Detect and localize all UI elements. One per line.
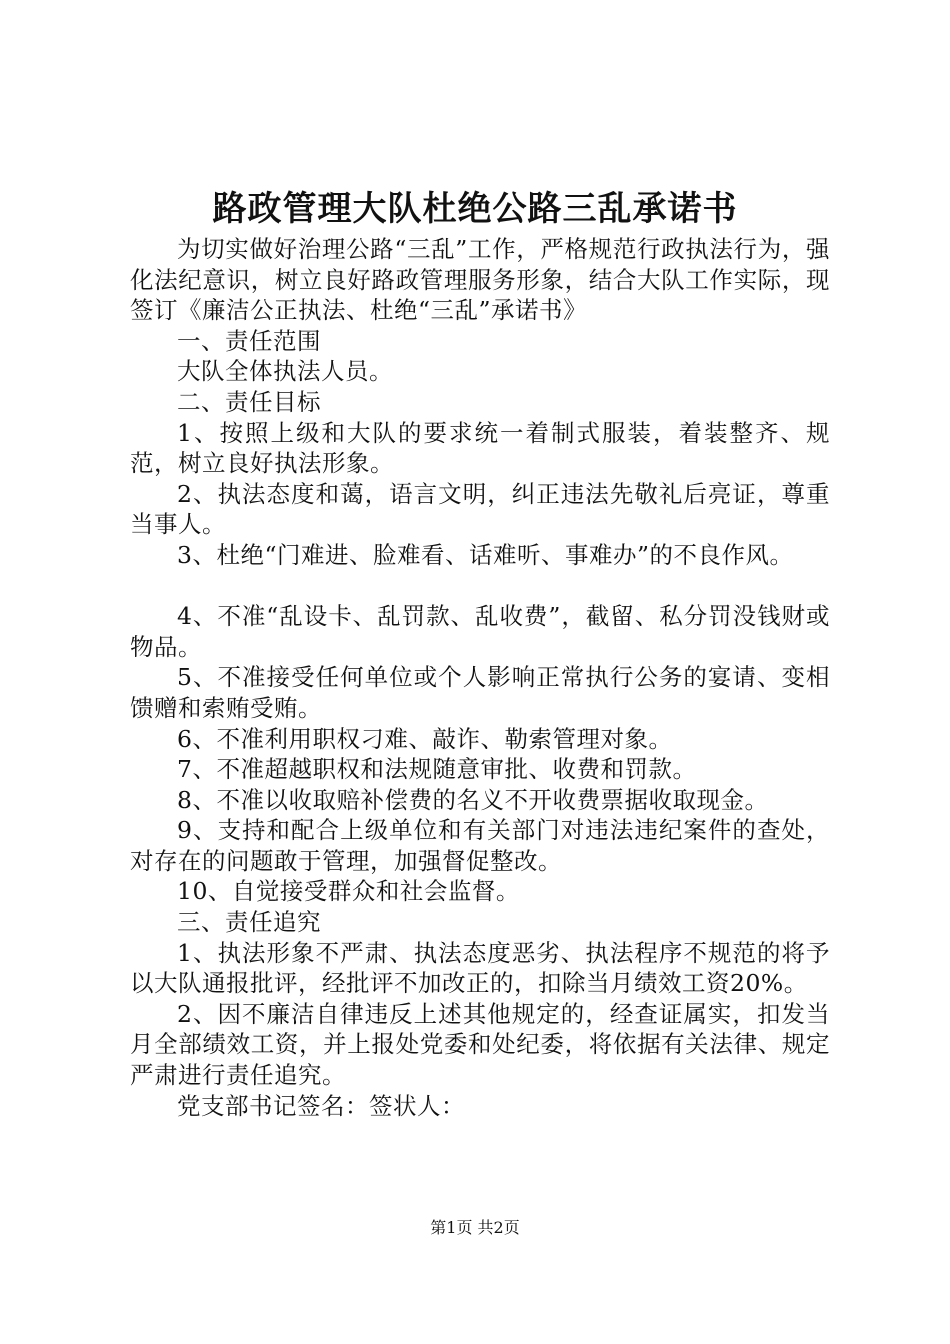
section-heading-scope: 一、责任范围 <box>177 326 321 355</box>
goal-item-7: 7、不准超越职权和法规随意审批、收费和罚款。 <box>177 755 697 784</box>
scope-text: 大队全体执法人员。 <box>177 357 393 386</box>
accountability-item-2: 2、因不廉洁自律违反上述其他规定的，经查证属实，扣发当月全部绩效工资，并上报处党委和处纪委，将依据有关法律、规定严肃进行责任追究。 <box>130 999 830 1090</box>
accountability-item-1: 1、执法形象不严肃、执法态度恶劣、执法程序不规范的将予以大队通报批评，经批评不加改正的，扣除当月绩效工资20%。 <box>130 938 830 998</box>
document-title: 路政管理大队杜绝公路三乱承诺书 <box>212 189 738 229</box>
goal-item-5: 5、不准接受任何单位或个人影响正常执行公务的宴请、变相馈赠和索贿受贿。 <box>130 663 830 722</box>
goal-item-6: 6、不准利用职权刁难、敲诈、勒索管理对象。 <box>177 724 673 753</box>
signature-line: 党支部书记签名：签状人： <box>177 1091 465 1120</box>
goal-item-2: 2、执法态度和蔼，语言文明，纠正违法先敬礼后亮证，尊重当事人。 <box>130 479 830 539</box>
intro-paragraph: 为切实做好治理公路“三乱”工作，严格规范行政执法行为，强化法纪意识，树立良好路政管理服务形象，结合大队工作实际，现签订《廉洁公正执法、杜绝“三乱”承诺书》 <box>130 235 830 325</box>
goal-item-3: 3、杜绝“门难进、脸难看、话难听、事难办”的不良作风。 <box>177 540 794 569</box>
section-heading-accountability: 三、责任追究 <box>177 908 321 937</box>
document-body <box>130 234 830 1121</box>
goal-item-8: 8、不准以收取赔补偿费的名义不开收费票据收取现金。 <box>177 785 769 814</box>
goal-item-10: 10、自觉接受群众和社会监督。 <box>177 877 520 906</box>
goal-item-4: 4、不准“乱设卡、乱罚款、乱收费”，截留、私分罚没钱财或物品。 <box>130 602 830 661</box>
blank-line <box>130 571 830 602</box>
goal-item-9: 9、支持和配合上级单位和有关部门对违法违纪案件的查处，对存在的问题敢于管理，加强督促整改。 <box>130 816 830 875</box>
goal-item-1: 1、按照上级和大队的要求统一着制式服装，着装整齐、规范，树立良好执法形象。 <box>130 418 830 478</box>
page-number-footer: 第1页 共2页 <box>430 1218 520 1237</box>
section-heading-goals: 二、责任目标 <box>177 387 321 416</box>
